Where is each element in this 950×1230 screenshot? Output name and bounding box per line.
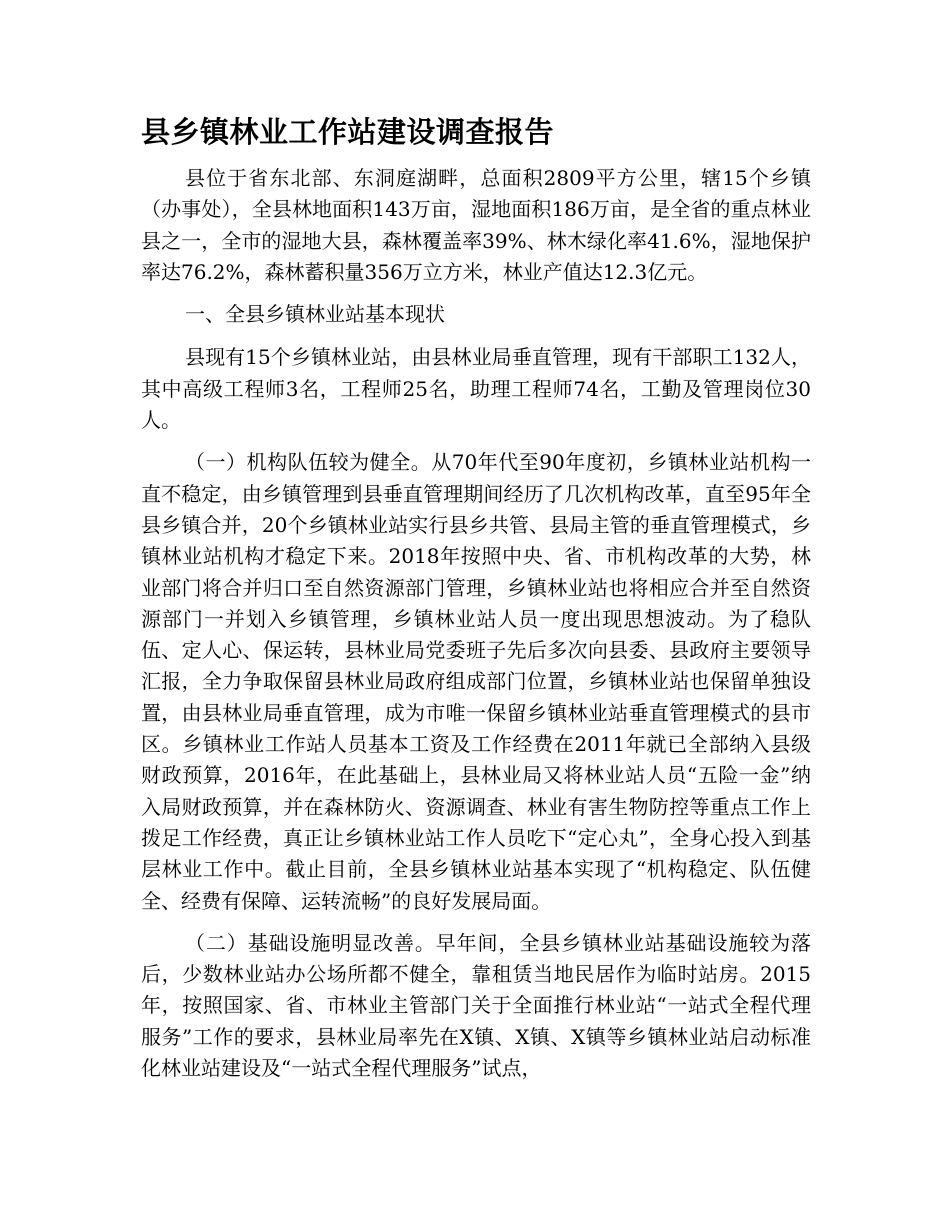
paragraph-organization: （一）机构队伍较为健全。从70年代至90年度初，乡镇林业站机构一直不稳定，由乡镇管理到县垂直管理期间经历了几次机构改革，直至95年全县乡镇合并，20个乡镇林业站实行县乡共管、县局主管的垂直管理模式，乡镇林业站机构才稳定下来。2018年按照中央、省、市机构改革的大势，林业部门将合并归口至自然资源部门管理，乡镇林业站也将相应合并至自然资源部门一并划入乡镇管理，乡镇林业站人员一度出现思想波动。为了稳队伍、定人心、保运转，县林业局党委班子先后多次向县委、县政府主要领导汇报，全力争取保留县林业局政府组成部门位置，乡镇林业站也保留单独设置，由县林业局垂直管理，成为市唯一保留乡镇林业站垂直管理模式的县市区。乡镇林业工作站人员基本工资及工作经费在2011年就已全部纳入县级财政预算，2016年，在此基础上，县林业局又将林业站人员“五险一金”纳入局财政预算，并在森林防火、资源调查、林业有害生物防控等重点工作上拨足工作经费，真正让乡镇林业站工作人员吃下“定心丸”，全身心投入到基层林业工作中。截止目前，全县乡镇林业站基本实现了“机构稳定、队伍健全、经费有保障、运转流畅”的良好发展局面。 [141,450,811,913]
document-title: 县乡镇林业工作站建设调查报告 [141,115,555,149]
section-heading-1: 一、全县乡镇林业站基本现状 [185,302,445,327]
paragraph-overview: 县位于省东北部、东洞庭湖畔，总面积2809平方公里，辖15个乡镇（办事处），全县林地面积143万亩，湿地面积186万亩，是全省的重点林业县之一，全市的湿地大县，森林覆盖率39%、林木绿化率41.6%，湿地保护率达76.2%，森林蓄积量356万立方米，林业产值达12.3亿元。 [141,166,811,284]
document-body [141,163,811,1095]
paragraph-staff: 县现有15个乡镇林业站，由县林业局垂直管理，现有干部职工132人，其中高级工程师3名，工程师25名，助理工程师74名，工勤及管理岗位30人。 [141,345,811,433]
paragraph-infrastructure: （二）基础设施明显改善。早年间，全县乡镇林业站基础设施较为落后，少数林业站办公场所都不健全，靠租赁当地民居作为临时站房。2015年，按照国家、省、市林业主管部门关于全面推行林业站“一站式全程代理服务”工作的要求，县林业局率先在X镇、X镇、X镇等乡镇林业站启动标准化林业站建设及“一站式全程代理服务”试点， [141,930,811,1081]
